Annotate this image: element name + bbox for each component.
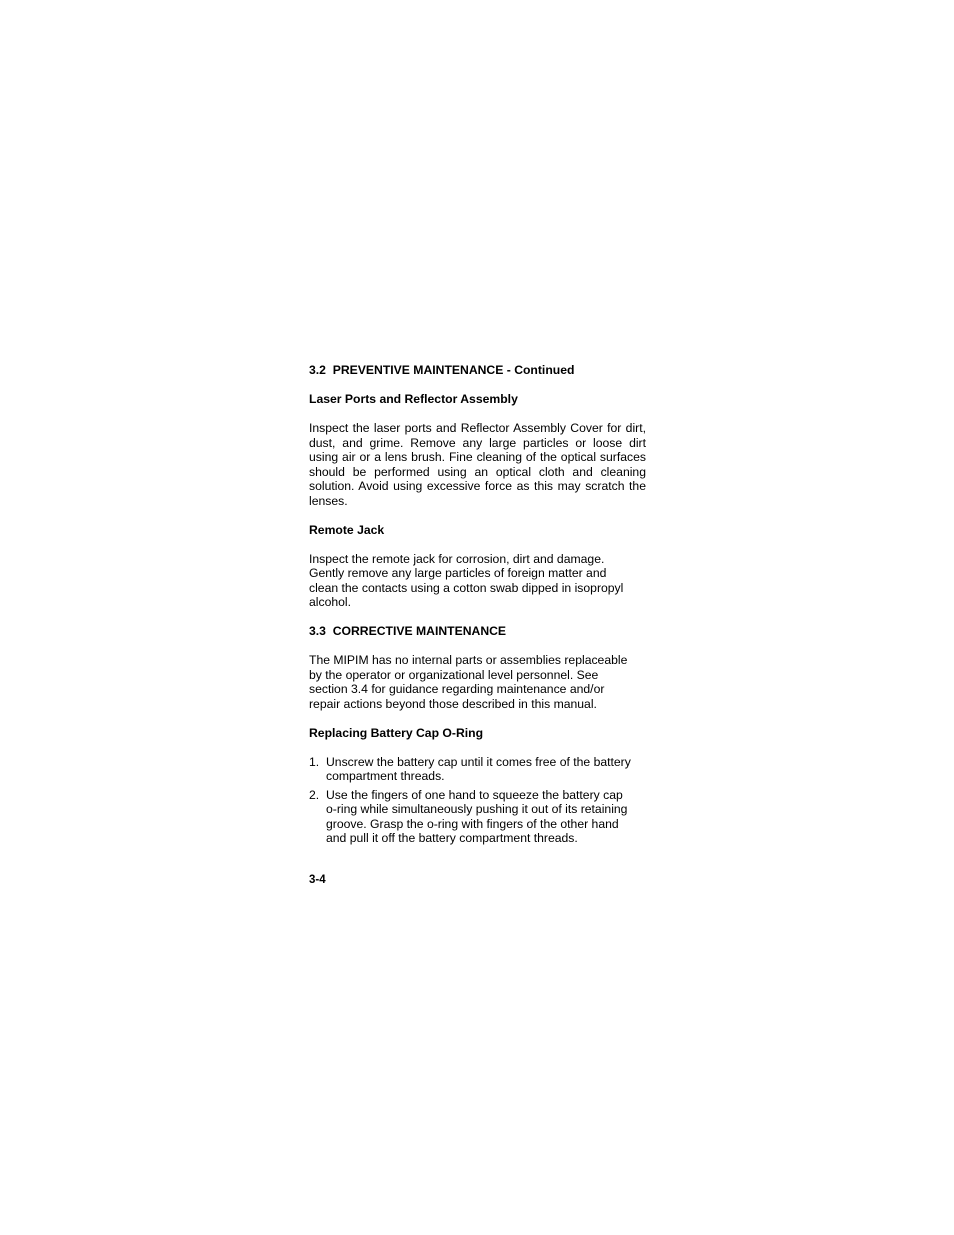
step-line: o-ring while simultaneously pushing it out of its retaining (326, 802, 628, 816)
remote-jack-line: clean the contacts using a cotton swab dipped in isopropyl (309, 580, 624, 595)
corrective-line: by the operator or organizational level personnel. See (309, 667, 599, 682)
step-line: Use the fingers of one hand to squeeze the battery cap (326, 787, 623, 802)
section-3-3-heading: 3.3 CORRECTIVE MAINTENANCE (309, 624, 507, 638)
remote-jack-heading: Remote Jack (309, 522, 385, 537)
remote-jack-line: Inspect the remote jack for corrosion, dirt and damage. (309, 551, 605, 566)
remote-jack-paragraph (309, 552, 646, 610)
document-page (309, 363, 646, 850)
list-item (309, 788, 646, 846)
step-number: 1. (309, 754, 320, 769)
list-item (309, 755, 646, 784)
laser-ports-heading: Laser Ports and Reflector Assembly (309, 392, 518, 406)
step-line: Unscrew the battery cap until it comes free of the battery (326, 754, 631, 769)
step-number: 2. (309, 787, 320, 802)
corrective-line: section 3.4 for guidance regarding maintenance and/or (309, 682, 605, 696)
corrective-line: repair actions beyond those described in this manual. (309, 696, 597, 711)
battery-o-ring-heading: Replacing Battery Cap O-Ring (309, 725, 484, 740)
step-text (326, 755, 646, 784)
section-3-2-heading: 3.2 PREVENTIVE MAINTENANCE - Continued (309, 363, 575, 377)
battery-steps-list (309, 755, 646, 846)
step-line: groove. Grasp the o-ring with fingers of the other hand (326, 816, 619, 831)
remote-jack-line: alcohol. (309, 595, 352, 609)
laser-ports-paragraph: Inspect the laser ports and Reflector Assembly Cover for dirt, dust, and grime. Remove any large particles or loose dirt using air or a lens brush. Fine cleaning of the optical surfaces should be performed using an optical cloth and cleaning solution. Avoid using excessive force as this may scratch the lenses. (309, 421, 646, 508)
remote-jack-line: Gently remove any large particles of foreign matter and (309, 566, 607, 580)
step-text (326, 788, 646, 846)
step-line: and pull it off the battery compartment threads. (326, 831, 578, 845)
step-line: compartment threads. (326, 769, 445, 783)
corrective-line: The MIPIM has no internal parts or assemblies replaceable (309, 653, 628, 667)
page-number: 3-4 (309, 874, 326, 886)
corrective-maintenance-paragraph (309, 653, 646, 711)
